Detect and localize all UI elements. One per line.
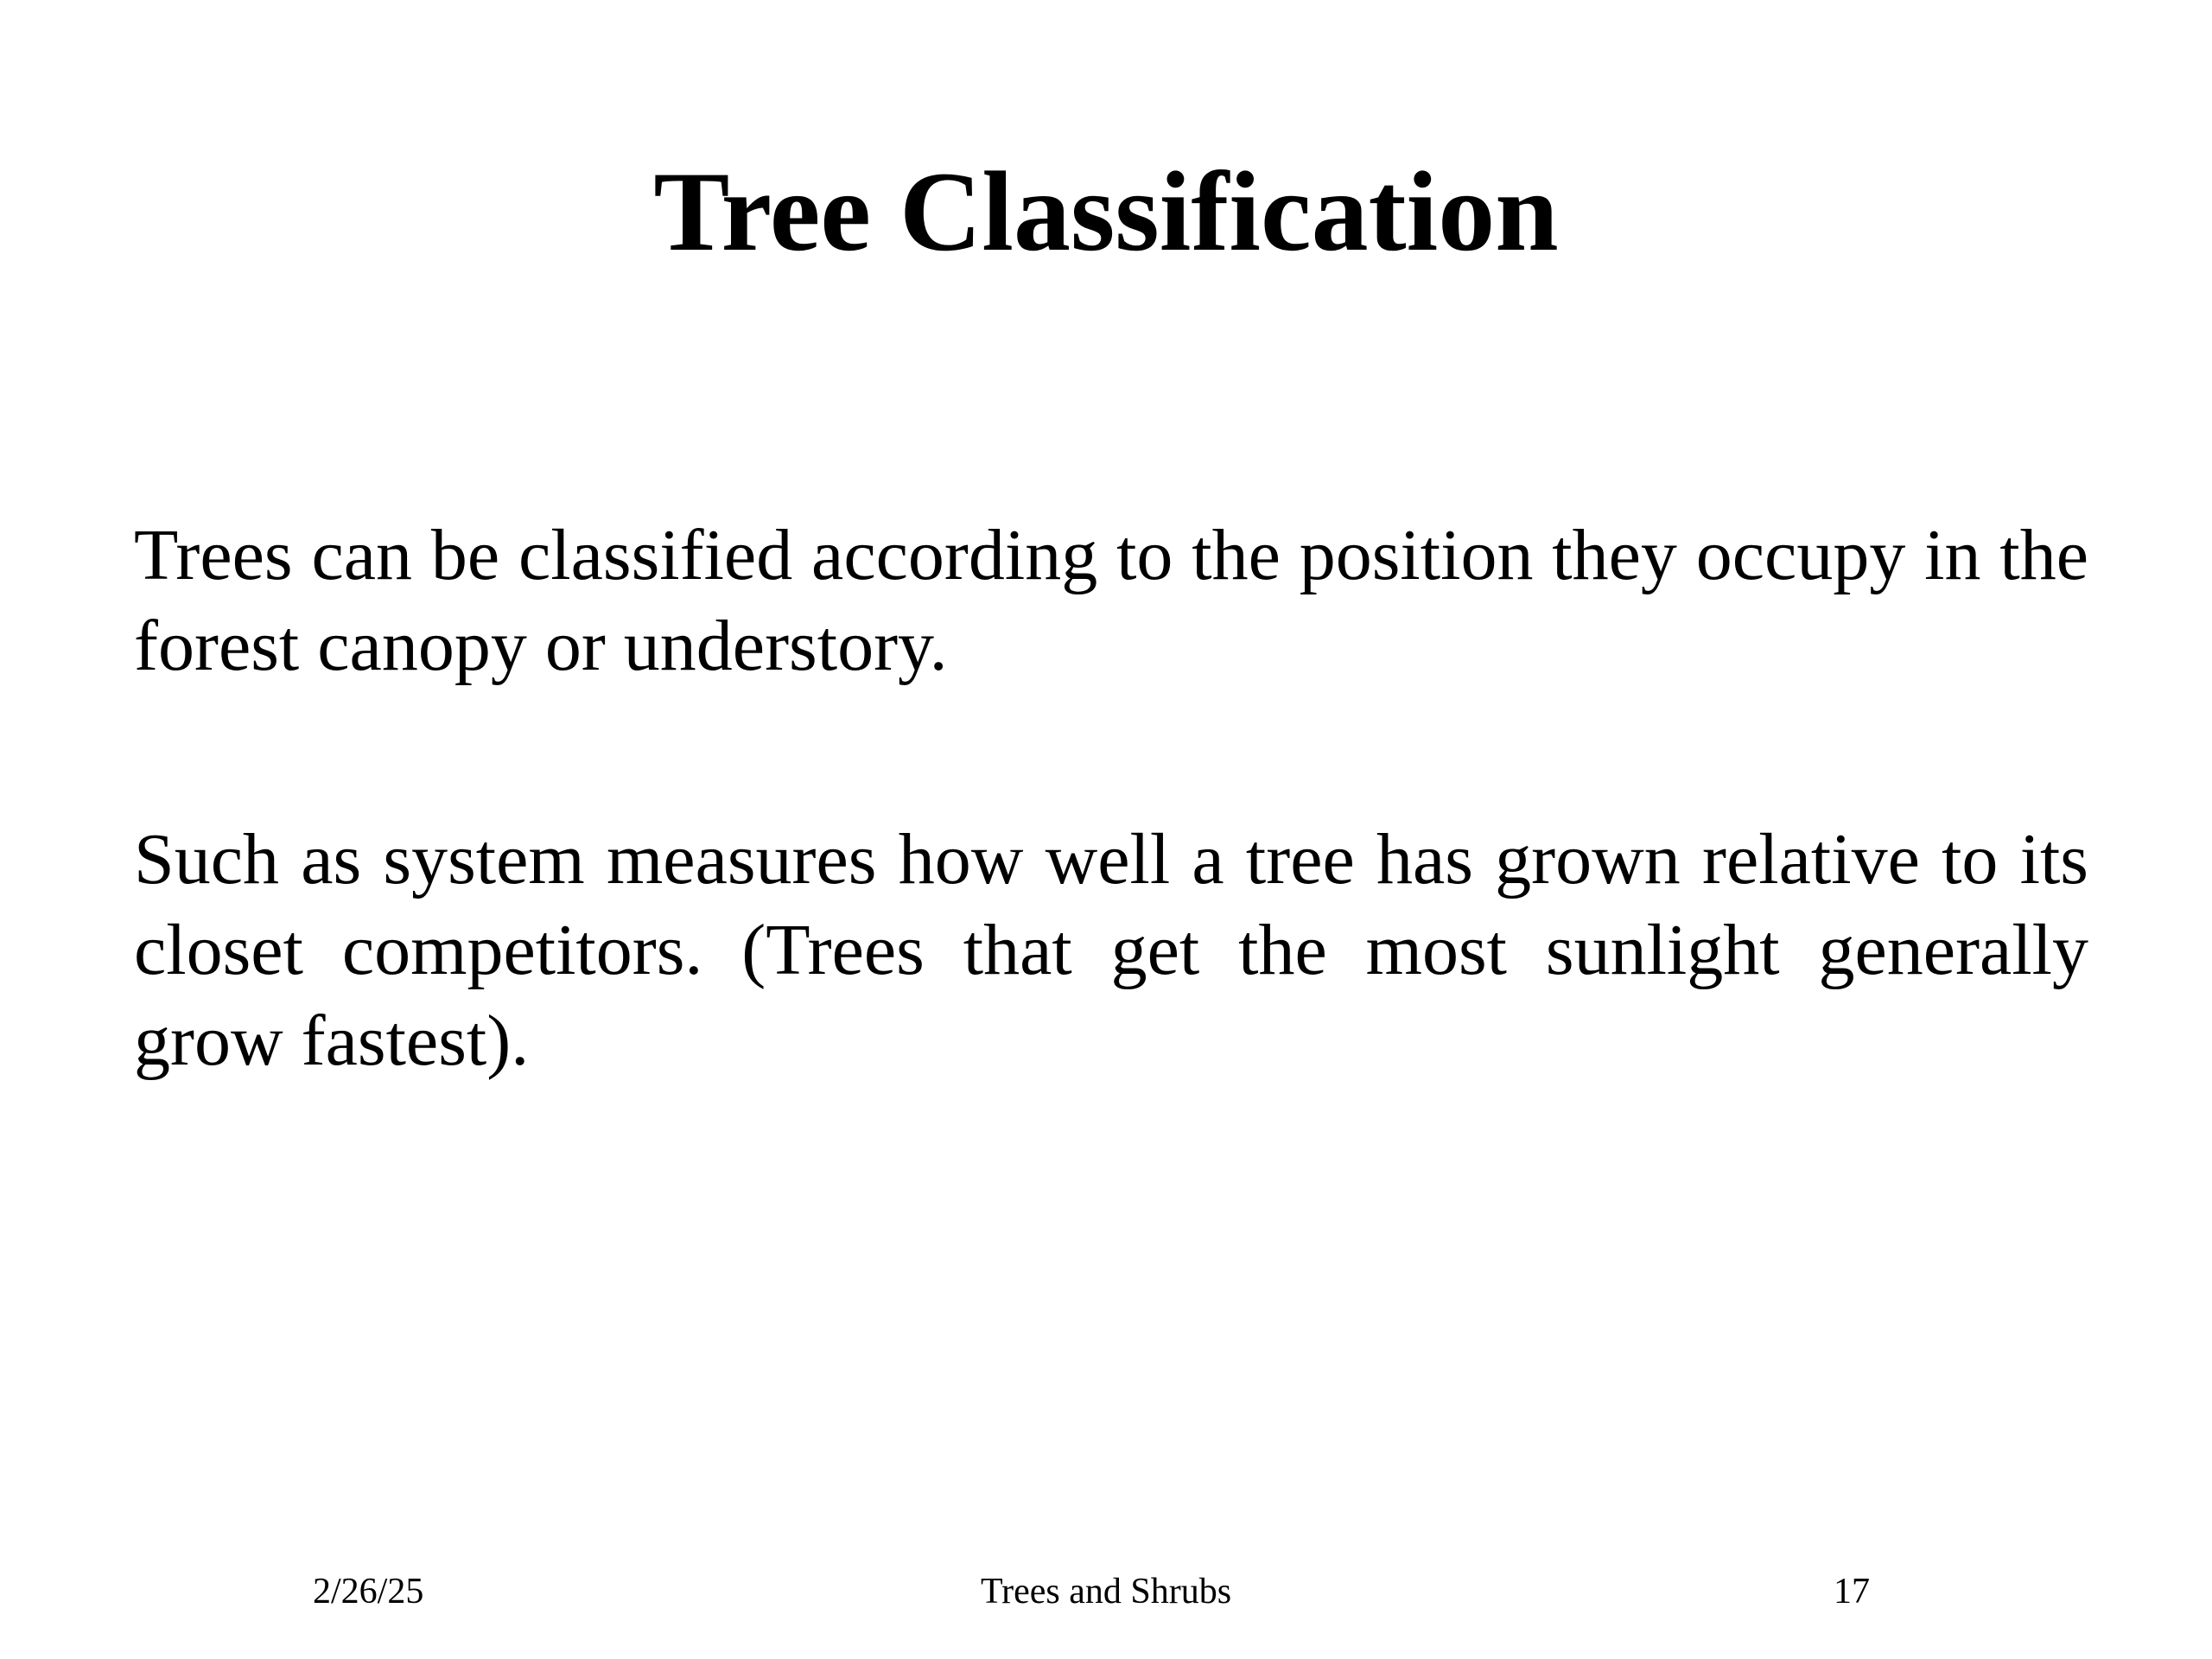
- body-paragraph-2: Such as system measures how well a tree has grown relative to its closet competitors. (Trees that get the most sunlight generally grow fastest).: [134, 819, 2088, 1081]
- body-paragraph-1: Trees can be classified according to the position they occupy in the forest canopy or understory.: [134, 515, 2088, 686]
- footer-title: Trees and Shrubs: [980, 1572, 1232, 1611]
- footer-page-number: 17: [1834, 1572, 1870, 1611]
- slide-title: Tree Classification: [653, 148, 1559, 275]
- footer-date: 2/26/25: [313, 1572, 424, 1611]
